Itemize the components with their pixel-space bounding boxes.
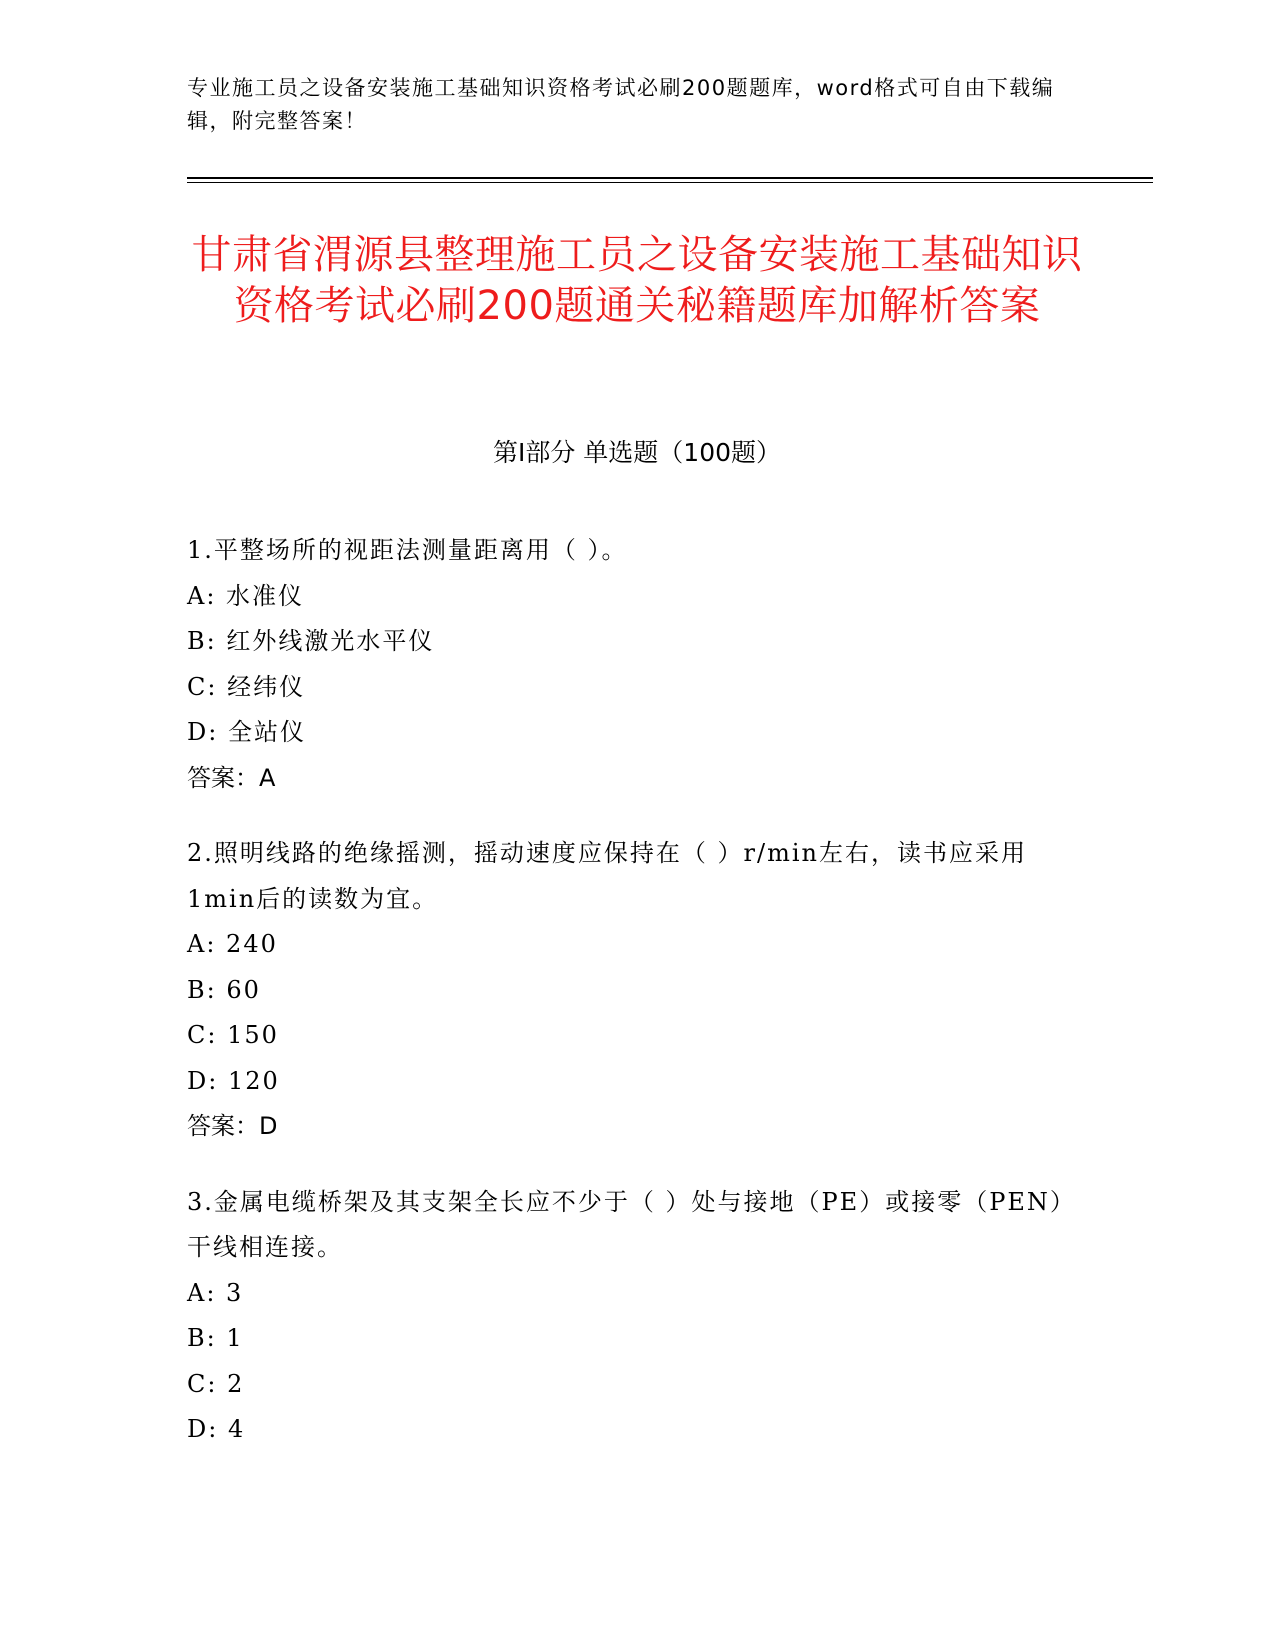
option-c: C: 2 [187, 1369, 245, 1398]
question-list [187, 528, 1067, 1483]
question-text: 1.平整场所的视距法测量距离用（ ）。 [187, 536, 628, 564]
option-a: A: 240 [187, 930, 278, 958]
document-title: 甘肃省渭源县整理施工员之设备安装施工基础知识资格考试必刷200题通关秘籍题库加解析答案 [191, 232, 1083, 329]
option-b: B: 1 [187, 1324, 244, 1352]
option-b: B: 红外线激光水平仪 [187, 627, 435, 655]
answer: 答案：A [187, 763, 276, 792]
option-d: D: 120 [187, 1066, 280, 1095]
option-a: A: 水准仪 [187, 581, 305, 610]
section-title: 第Ⅰ部分 单选题（100题） [492, 438, 782, 467]
option-d: D: 全站仪 [187, 718, 306, 746]
option-c: C: 经纬仪 [187, 672, 306, 701]
header-note: 专业施工员之设备安装施工基础知识资格考试必刷200题题库，word格式可自由下载编辑，附完整答案！ [187, 76, 1055, 133]
option-d: D: 4 [187, 1415, 246, 1443]
question-1 [187, 528, 1067, 801]
question-2 [187, 831, 1067, 1150]
header-rule-thick [187, 177, 1153, 179]
question-text: 2.照明线路的绝缘摇测，摇动速度应保持在（ ）r/min左右，读书应采用1min后的读数为宜。 [187, 839, 1027, 913]
option-a: A: 3 [187, 1278, 244, 1307]
question-text: 3.金属电缆桥架及其支架全长应不少于（ ）处与接地（PE）或接零（PEN）干线相连接。 [187, 1187, 1064, 1261]
option-c: C: 150 [187, 1021, 279, 1049]
question-3 [187, 1180, 1067, 1453]
answer: 答案：D [187, 1112, 278, 1140]
header-rule-thin [187, 182, 1153, 183]
option-b: B: 60 [187, 975, 261, 1004]
